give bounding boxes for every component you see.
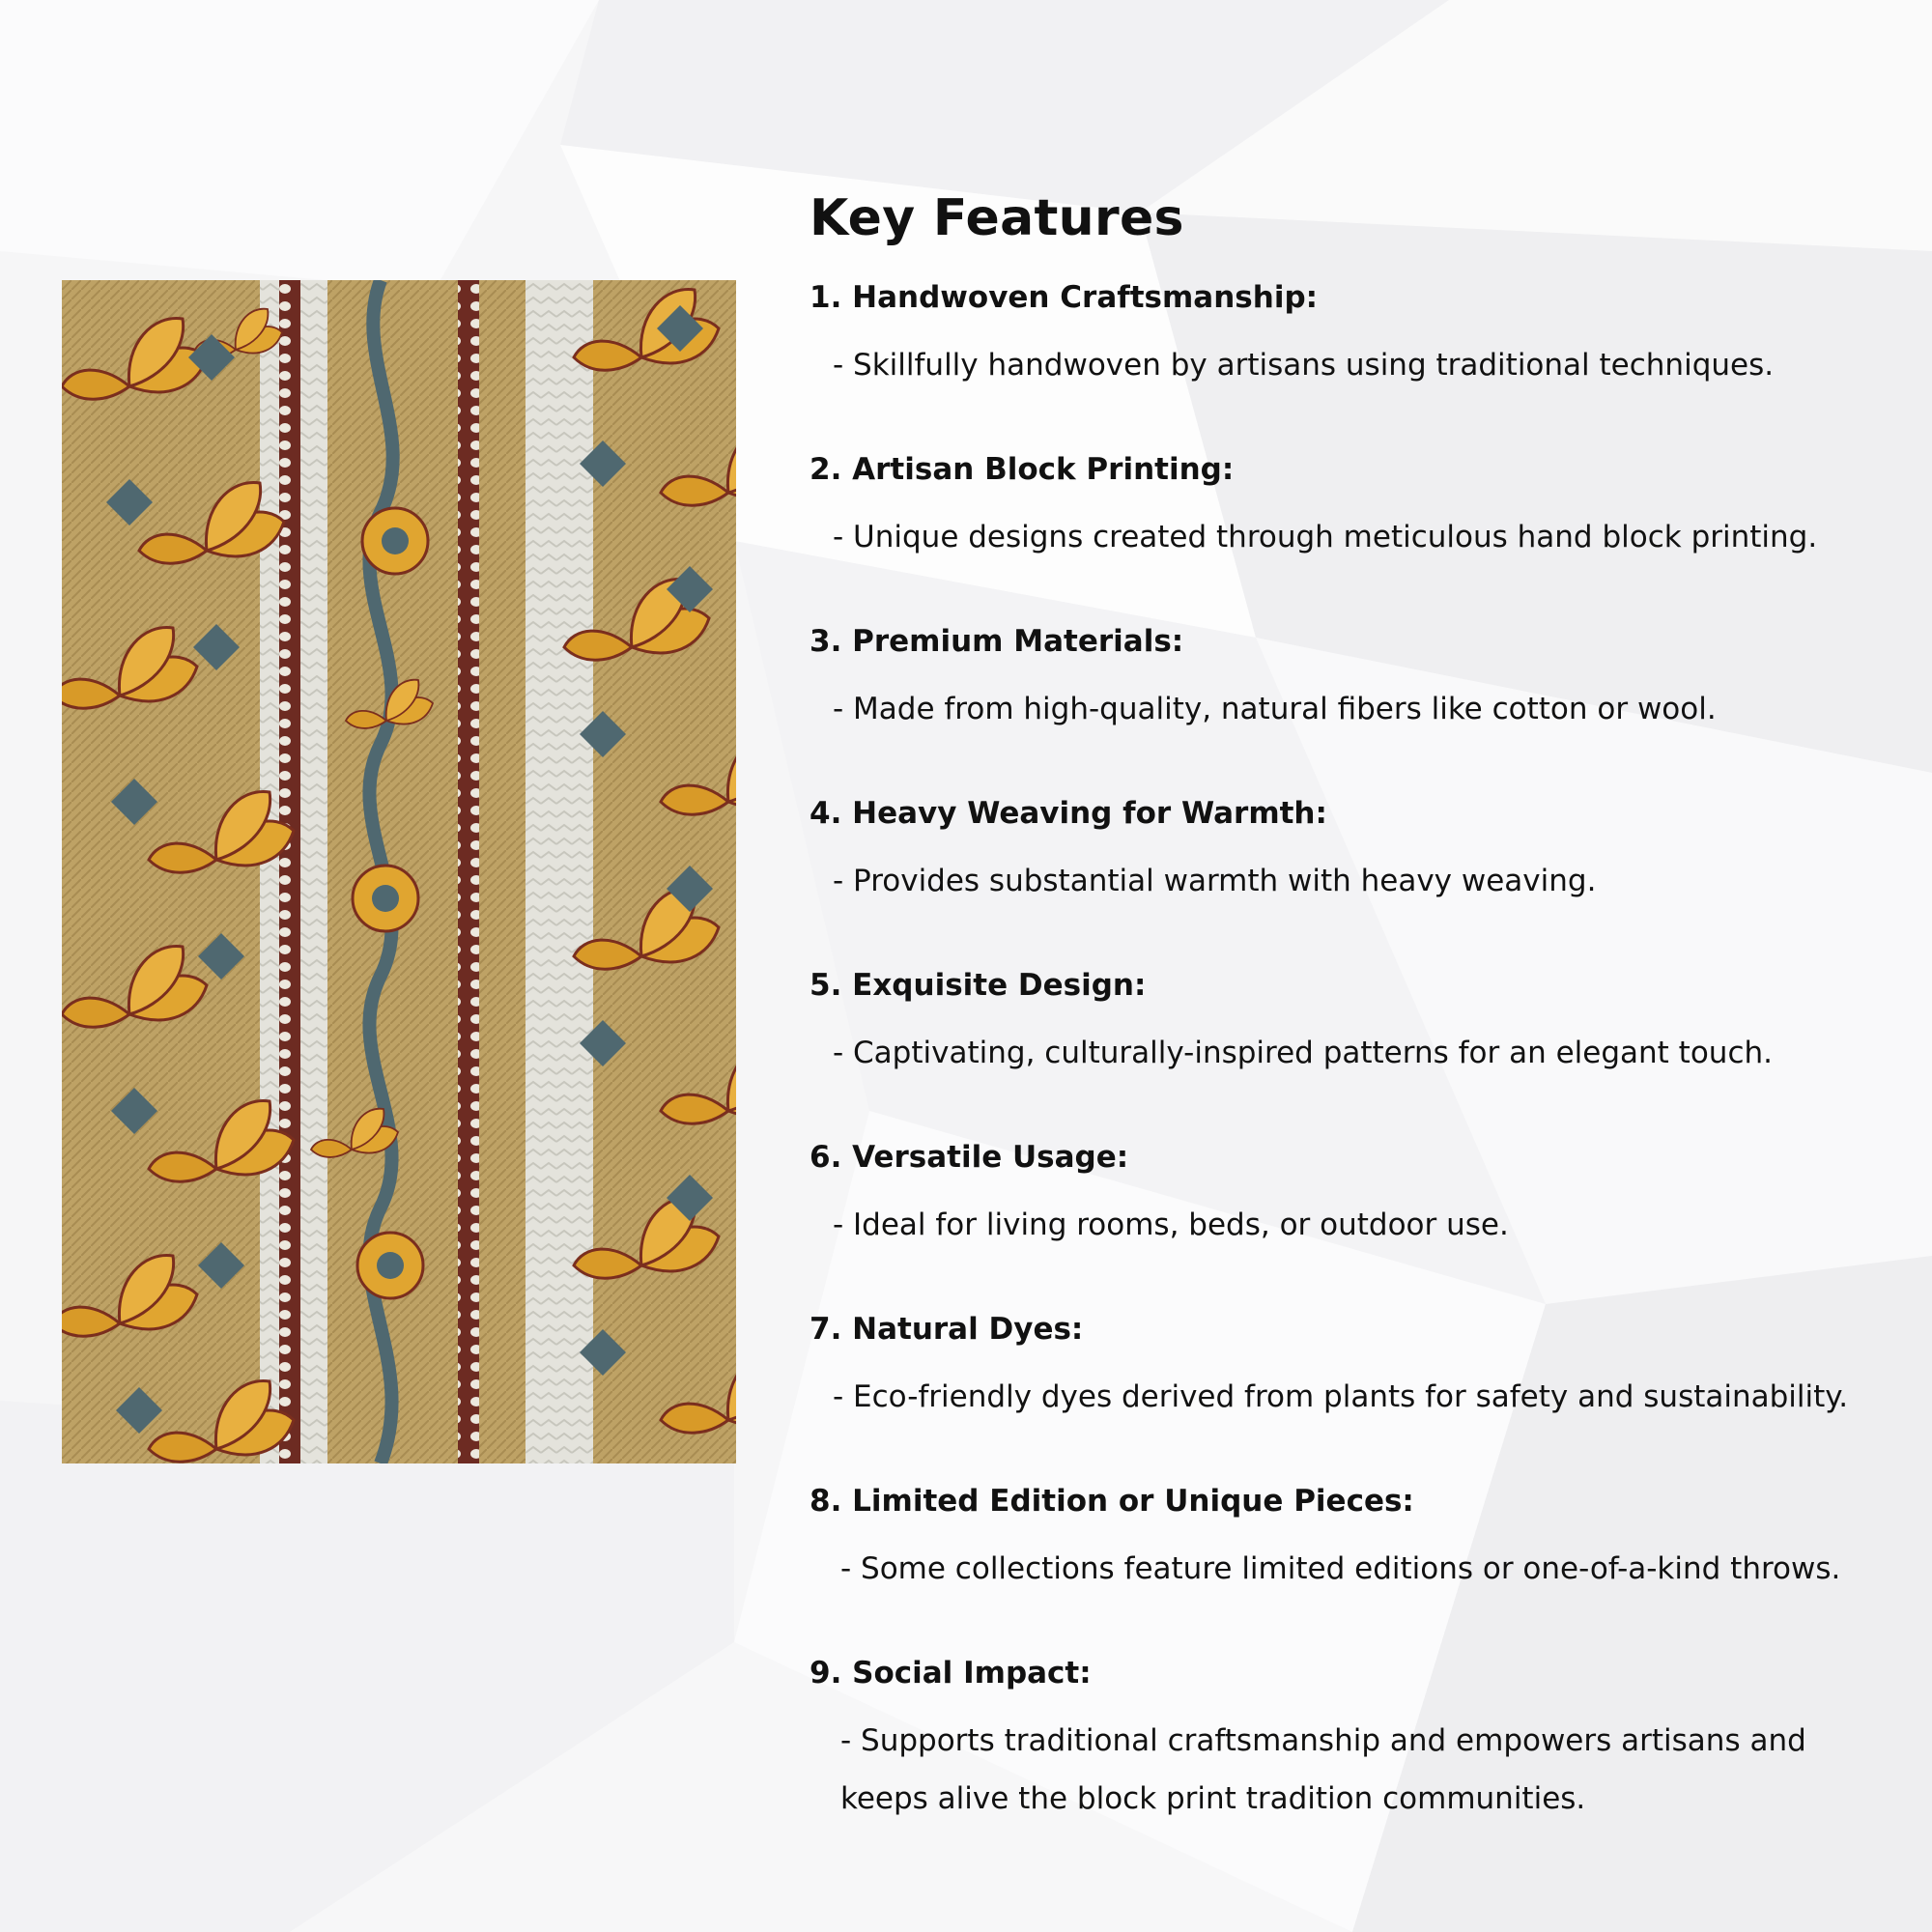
feature-item (810, 1310, 1911, 1426)
feature-heading: 8. Limited Edition or Unique Pieces: (810, 1484, 1414, 1519)
feature-description: - Some collections feature limited editions or one-of-a-kind throws. (840, 1551, 1841, 1586)
feature-heading: 5. Exquisite Design: (810, 968, 1147, 1003)
feature-item (810, 966, 1911, 1082)
feature-heading: 2. Artisan Block Printing: (810, 452, 1235, 487)
feature-item (810, 1482, 1911, 1598)
feature-description: - Provides substantial warmth with heavy weaving. (833, 864, 1597, 898)
feature-item (810, 1654, 1911, 1828)
feature-item (810, 278, 1911, 394)
feature-description: - Skillfully handwoven by artisans using traditional techniques. (833, 348, 1775, 383)
feature-description: - Captivating, culturally-inspired patterns for an elegant touch. (833, 1036, 1773, 1070)
feature-description: - Supports traditional craftsmanship and empowers artisans and keeps alive the block print tradition communities. (840, 1723, 1806, 1816)
block-print-fabric-image (62, 280, 736, 1463)
page-title: Key Features (810, 189, 1184, 247)
feature-description: - Unique designs created through meticulous hand block printing. (833, 520, 1818, 554)
feature-description: - Ideal for living rooms, beds, or outdoor use. (833, 1208, 1509, 1242)
feature-heading: 1. Handwoven Craftsmanship: (810, 280, 1319, 315)
feature-heading: 9. Social Impact: (810, 1656, 1092, 1690)
feature-heading: 4. Heavy Weaving for Warmth: (810, 796, 1327, 831)
feature-item (810, 622, 1911, 738)
feature-heading: 6. Versatile Usage: (810, 1140, 1129, 1175)
feature-item (810, 450, 1911, 566)
feature-item (810, 794, 1911, 910)
feature-description: - Made from high-quality, natural fibers like cotton or wool. (833, 692, 1717, 726)
feature-description: - Eco-friendly dyes derived from plants for safety and sustainability. (833, 1379, 1849, 1414)
feature-heading: 7. Natural Dyes: (810, 1312, 1084, 1347)
feature-item (810, 1138, 1911, 1254)
feature-heading: 3. Premium Materials: (810, 624, 1184, 659)
